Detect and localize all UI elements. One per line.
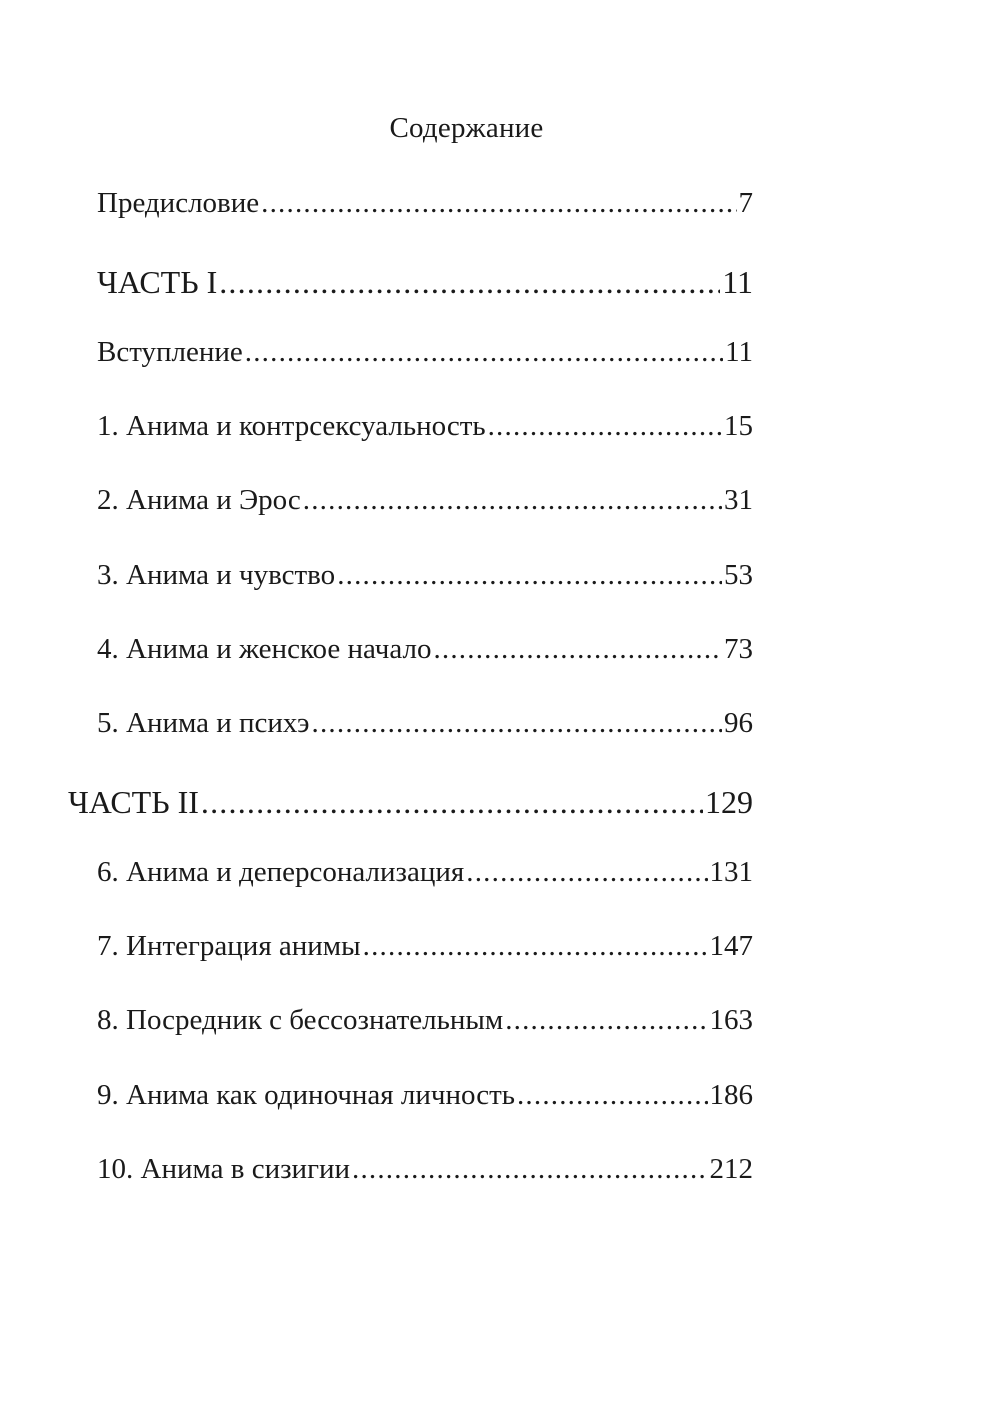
dot-leader	[466, 850, 707, 894]
toc-entry-preface[interactable]	[97, 181, 753, 225]
dot-leader	[352, 1147, 708, 1191]
dot-leader	[363, 924, 708, 968]
page-title: Содержание	[389, 112, 544, 144]
toc-entry-label: Вступление	[97, 336, 243, 368]
toc-entry-label: 5. Анима и психэ	[97, 707, 310, 739]
toc-entry-introduction[interactable]	[97, 330, 753, 374]
dot-leader	[312, 701, 722, 745]
toc-entry-label: 7. Интеграция анимы	[97, 930, 361, 962]
toc-entry-page-number: 53	[724, 559, 753, 591]
dot-leader	[245, 330, 723, 374]
dot-leader	[517, 1073, 708, 1117]
toc-entry-page-number: 131	[709, 856, 753, 888]
toc-entry-page-number: 15	[724, 410, 753, 442]
dot-leader	[488, 404, 722, 448]
toc-entry-page-number: 129	[705, 784, 753, 820]
toc-entry-label: 6. Анима и деперсонализация	[97, 856, 465, 888]
toc-entry-label: 3. Анима и чувство	[97, 559, 336, 591]
dot-leader	[303, 478, 722, 522]
dot-leader	[505, 998, 707, 1042]
toc-entry-chapter-5[interactable]	[97, 701, 753, 745]
toc-entry-chapter-2[interactable]	[97, 478, 753, 522]
dot-leader	[201, 780, 703, 824]
toc-entry-label: 10. Анима в сизигии	[97, 1153, 350, 1185]
toc-entry-page-number: 73	[724, 633, 753, 665]
toc-entry-chapter-1[interactable]	[97, 404, 753, 448]
dot-leader	[433, 627, 722, 671]
toc-entry-label: 1. Анима и контрсексуальность	[97, 410, 486, 442]
toc-entry-page-number: 11	[725, 336, 753, 368]
dot-leader	[219, 260, 720, 304]
dot-leader	[337, 553, 722, 597]
toc-entry-page-number: 186	[709, 1079, 753, 1111]
toc-entry-chapter-10[interactable]	[97, 1147, 753, 1191]
toc-entry-chapter-6[interactable]	[97, 850, 753, 894]
toc-entry-label: ЧАСТЬ II	[68, 784, 199, 820]
toc-entry-page-number: 96	[724, 707, 753, 739]
toc-entry-chapter-7[interactable]	[97, 924, 753, 968]
toc-entry-chapter-4[interactable]	[97, 627, 753, 671]
toc-entry-page-number: 163	[709, 1004, 753, 1036]
toc-entry-page-number: 11	[722, 264, 753, 300]
toc-entry-page-number: 212	[709, 1153, 753, 1185]
toc-entry-page-number: 147	[709, 930, 753, 962]
toc-entry-chapter-8[interactable]	[97, 998, 753, 1042]
toc-entry-chapter-3[interactable]	[97, 553, 753, 597]
toc-entry-label: 4. Анима и женское начало	[97, 633, 432, 665]
toc-entry-label: 9. Анима как одиночная личность	[97, 1079, 515, 1111]
toc-entry-label: 8. Посредник с бессознательным	[97, 1004, 504, 1036]
toc-entry-chapter-9[interactable]	[97, 1073, 753, 1117]
toc-entry-page-number: 7	[738, 187, 753, 219]
toc-entry-label: 2. Анима и Эрос	[97, 484, 301, 516]
toc-entry-label: ЧАСТЬ I	[97, 264, 218, 300]
dot-leader	[261, 181, 736, 225]
toc-entry-page-number: 31	[724, 484, 753, 516]
toc-entry-part-2[interactable]	[68, 780, 753, 824]
toc-entry-part-1[interactable]	[97, 260, 753, 304]
toc-entry-label: Предисловие	[97, 187, 260, 219]
